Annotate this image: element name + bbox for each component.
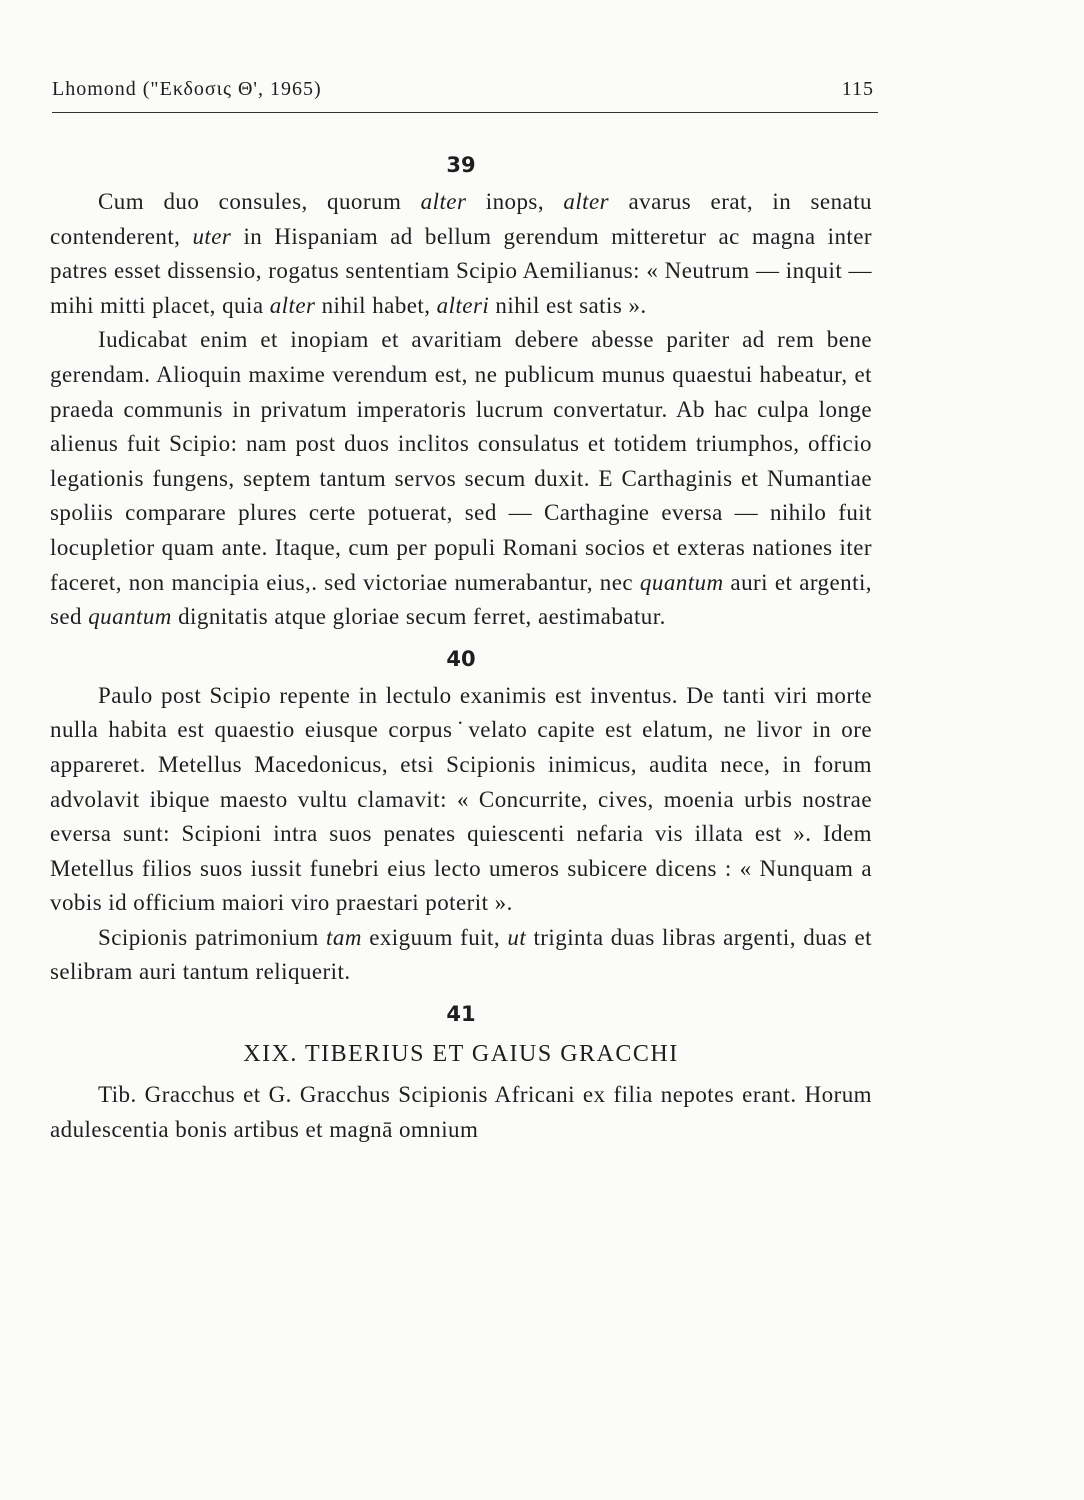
running-title: Lhomond ("Εκδοσις Θ', 1965) bbox=[52, 78, 322, 100]
italic-word: ut bbox=[507, 924, 527, 950]
paragraph bbox=[50, 323, 872, 634]
text-run: Iudicabat enim et inopiam et avaritiam debere abesse pariter ad rem bene gerendam. Alioquin maxime verendum est, ne publicum munus quaestui habeatur, et praeda communis in privatum imperatoris lucrum convertatur. Ab hac culpa longe alienus fuit Scipio: nam post duos inclitos consulatus et totidem triumphos, officio legationis fungens, septem tantum servos secum duxit. E Carthaginis et Numantiae spoliis comparare plures certe potuerat, sed — Carthagine eversa — nihilo fuit locupletior quam ante. Itaque, cum per populi Romani socios et exteras nationes iter faceret, non mancipia eius,. sed victoriae numerabantur, nec bbox=[50, 327, 872, 595]
italic-word: alter bbox=[269, 292, 316, 318]
section-number: 41 bbox=[446, 1002, 476, 1027]
italic-word: tam bbox=[326, 924, 362, 950]
section-number: 39 bbox=[446, 153, 476, 177]
paragraph bbox=[50, 1078, 872, 1147]
italic-word: quantum bbox=[88, 604, 172, 630]
text-run: Cum duo consules, quorum bbox=[98, 189, 421, 214]
italic-word: uter bbox=[192, 223, 232, 249]
text-run: nihil est satis ». bbox=[489, 292, 647, 318]
chapter-title: XIX. TIBERIUS ET GAIUS GRACCHI bbox=[243, 1041, 679, 1068]
text-run: Scipionis patrimonium bbox=[98, 924, 327, 950]
page-number: 115 bbox=[841, 78, 874, 100]
text-run: avarus erat, in senatu contenderent, bbox=[50, 189, 872, 249]
page-header bbox=[52, 72, 878, 113]
text-run: auri et argenti, sed bbox=[50, 569, 872, 630]
paragraph bbox=[50, 185, 872, 323]
italic-word: alter bbox=[420, 189, 467, 214]
italic-word: quantum bbox=[639, 569, 724, 595]
text-run: Tib. Gracchus et G. Gracchus Scipionis Africani ex filia nepotes erant. Horum adulescentia bonis artibus et magnā omnium bbox=[50, 1082, 872, 1142]
text-run: triginta duas libras argenti, duas et selibram auri tantum reliquerit. bbox=[50, 924, 872, 985]
page-body bbox=[50, 145, 872, 1147]
text-run: Paulo post Scipio repente in lectulo exanimis est inventus. De tanti viri morte nulla habita est quaestio eiusque corpus˙velato capite est elatum, ne livor in ore appareret. Metellus Macedonicus, etsi Scipionis inimicus, audita nece, in forum advolavit ibique maesto vultu clamavit: « Concurrite, cives, moenia urbis nostrae eversa sunt: Scipioni intra suos penates quiescenti nefaria vis illata est ». Idem Metellus filios suos iussit funebri eius lecto umeros subicere dicens : « Nunquam a vobis id officium maiori viro praestari poterit ». bbox=[50, 682, 872, 916]
paragraph bbox=[50, 921, 872, 990]
text-run: dignitatis atque gloriae secum ferret, aestimabatur. bbox=[171, 604, 666, 630]
italic-word: alteri bbox=[436, 292, 490, 318]
italic-word: alter bbox=[563, 189, 610, 214]
text-run: inops, bbox=[466, 189, 564, 214]
section-number: 40 bbox=[446, 646, 476, 671]
text-run: exiguum fuit, bbox=[361, 924, 508, 950]
paragraph bbox=[50, 679, 872, 921]
text-run: nihil habet, bbox=[315, 292, 437, 318]
text-run: in Hispaniam ad bellum gerendum mitteretur ac magna inter patres esset dissensio, rogatus sententiam Scipio Aemilianus: « Neutrum — inquit — mihi mitti placet, quia bbox=[50, 223, 872, 318]
